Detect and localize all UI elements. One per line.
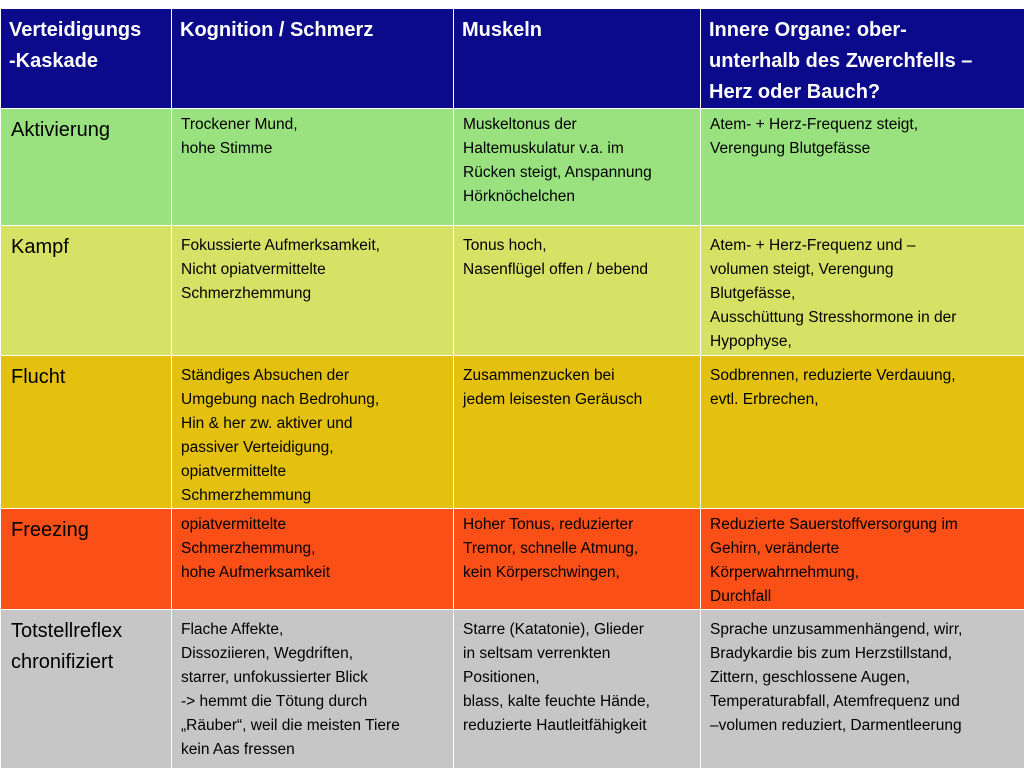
kognition-cell: opiatvermittelte Schmerzhemmung, hohe Aufmerksamkeit: [172, 509, 454, 610]
organe-cell: Atem- + Herz-Frequenz steigt, Verengung Blutgefässe: [701, 109, 1024, 226]
kognition-cell: Ständiges Absuchen der Umgebung nach Bedrohung, Hin & her zw. aktiver und passiver Verteidigung, opiatvermittelte Schmerzhemmung: [172, 356, 454, 509]
stage-cell-freezing: Freezing: [1, 509, 172, 610]
muskeln-cell: Hoher Tonus, reduzierter Tremor, schnelle Atmung, kein Körperschwingen,: [454, 509, 701, 610]
defense-cascade-slide: [0, 8, 1024, 768]
table-header-row: [1, 9, 1024, 109]
organe-cell: Reduzierte Sauerstoffversorgung im Gehirn, veränderte Körperwahrnehmung, Durchfall: [701, 509, 1024, 610]
header-cell-stage: Verteidigungs -Kaskade: [1, 9, 172, 109]
table-row: [1, 356, 1024, 509]
header-cell-organe: Innere Organe: ober- unterhalb des Zwerchfells – Herz oder Bauch?: [701, 9, 1024, 109]
stage-cell-flucht: Flucht: [1, 356, 172, 509]
table-row: [1, 109, 1024, 226]
kognition-cell: Trockener Mund, hohe Stimme: [172, 109, 454, 226]
defense-cascade-table: [0, 8, 1024, 769]
header-cell-kognition: Kognition / Schmerz: [172, 9, 454, 109]
organe-cell: Atem- + Herz-Frequenz und – volumen steigt, Verengung Blutgefässe, Ausschüttung Stresshormone in der Hypophyse,: [701, 226, 1024, 356]
muskeln-cell: Starre (Katatonie), Glieder in seltsam verrenkten Positionen, blass, kalte feuchte Hände, reduzierte Hautleitfähigkeit: [454, 610, 701, 769]
organe-cell: Sodbrennen, reduzierte Verdauung, evtl. Erbrechen,: [701, 356, 1024, 509]
stage-cell-aktivierung: Aktivierung: [1, 109, 172, 226]
kognition-cell: Fokussierte Aufmerksamkeit, Nicht opiatvermittelte Schmerzhemmung: [172, 226, 454, 356]
stage-cell-totstellreflex: Totstellreflex chronifiziert: [1, 610, 172, 769]
table-row: [1, 610, 1024, 769]
muskeln-cell: Muskeltonus der Haltemuskulatur v.a. im Rücken steigt, Anspannung Hörknöchelchen: [454, 109, 701, 226]
table-row: [1, 509, 1024, 610]
muskeln-cell: Zusammenzucken bei jedem leisesten Geräusch: [454, 356, 701, 509]
stage-cell-kampf: Kampf: [1, 226, 172, 356]
muskeln-cell: Tonus hoch, Nasenflügel offen / bebend: [454, 226, 701, 356]
kognition-cell: Flache Affekte, Dissoziieren, Wegdriften, starrer, unfokussierter Blick -> hemmt die Tötung durch „Räuber“, weil die meisten Tiere kein Aas fressen: [172, 610, 454, 769]
header-cell-muskeln: Muskeln: [454, 9, 701, 109]
organe-cell: Sprache unzusammenhängend, wirr, Bradykardie bis zum Herzstillstand, Zittern, geschlossene Augen, Temperaturabfall, Atemfrequenz und –volumen reduziert, Darmentleerung: [701, 610, 1024, 769]
table-row: [1, 226, 1024, 356]
